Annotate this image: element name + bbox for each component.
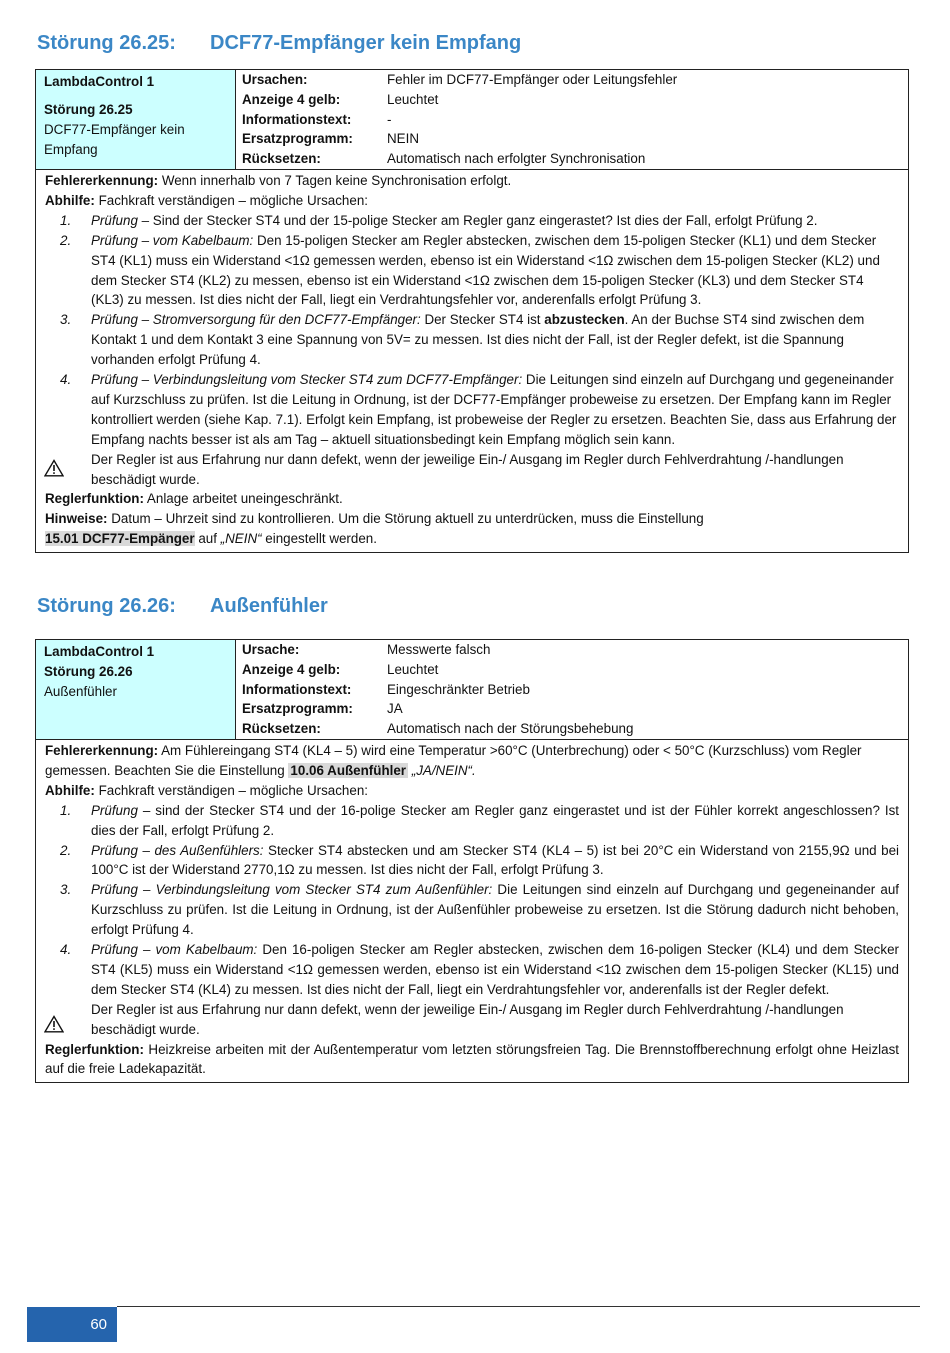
step-title: Prüfung – Stromversorgung für den DCF77-Empfänger: (91, 312, 421, 328)
warning-text: Der Regler ist aus Erfahrung nur dann defekt, wenn der jeweilige Ein-/ Ausgang im Regler durch Fehlverdrahtung /-handlungen beschädigt wurde. (91, 1001, 844, 1037)
field-value: Eingeschränkter Betrieb (387, 681, 530, 697)
fault-id-cell (36, 640, 236, 739)
detection-paragraph (45, 741, 899, 781)
fault-code: Störung 26.26 (44, 664, 133, 679)
field-row (242, 699, 902, 719)
controller-function (45, 1040, 899, 1080)
field-row (242, 129, 902, 149)
step-title: Prüfung – vom Kabelbaum: (91, 232, 254, 248)
section-heading-26-25 (37, 32, 521, 55)
detection-label: Fehlererkennung: (45, 172, 159, 188)
field-value: Automatisch nach erfolgter Synchronisation (387, 151, 646, 167)
warning-note (45, 450, 899, 490)
remedy-paragraph (45, 191, 899, 211)
step-number: 3. (60, 882, 72, 898)
warning-text: Der Regler ist aus Erfahrung nur dann defekt, wenn der jeweilige Ein-/ Ausgang im Regler durch Fehlverdrahtung /-handlungen beschädigt wurde. (91, 451, 844, 487)
check-step (45, 880, 899, 940)
step-title: Prüfung – Verbindungsleitung vom Stecker ST4 zum DCF77-Empfänger: (91, 372, 523, 388)
hint-label: Hinweise: (45, 511, 108, 527)
hint-text: auf (194, 531, 221, 547)
detection-paragraph (45, 171, 899, 191)
step-title: Prüfung – vom Kabelbaum: (91, 942, 258, 958)
setting-value: „NEIN“ (220, 531, 262, 547)
step-text: Die Leitungen sind einzeln auf Durchgang und gegeneinander auf Kurzschluss zu prüfen. Ist die Leitung in Ordnung, ist der DCF77-Empfänger probeweise zu ersetzen. Der Empfang kann im Regler kontrolliert werden (siehe Kap. 7.1). Erfolgt kein Empfang, ist probeweise der Regler zu ersetzen. Beachten Sie, dass aus Erfahrung der Empfang nachts besser ist als am Tag – aktuell situationsbedingt kein Empfang möglich sein kann. (91, 372, 897, 447)
field-label: Ursache: (242, 642, 300, 657)
setting-reference: 10.06 Außenfühler (290, 762, 407, 778)
step-title: Prüfung (91, 802, 138, 818)
step-text: Der Stecker ST4 ist (420, 312, 545, 328)
function-text: Anlage arbeitet uneingeschränkt. (143, 491, 343, 507)
field-label: Informationstext: (242, 111, 352, 127)
step-text: Den 16-poligen Stecker am Regler abstecken, zwischen dem 16-poligen Stecker (KL4) und dem Stecker ST4 (KL5) muss ein Widerstand <1Ω gemessen werden, ebenso ist ein Widerstand <1Ω zwischen dem 15-poligen Stecker (KL15) und dem Stecker ST4 (KL4) zu messen. Ist dies nicht der Fall, liegt ein Verdrahtungsfehler vor, anderenfalls ist der Regler defekt. (91, 942, 899, 997)
setting-reference: 15.01 DCF77-Empänger (45, 531, 195, 547)
field-row (242, 680, 902, 700)
check-step (45, 940, 899, 1000)
hint-paragraph (45, 509, 899, 549)
field-value: Fehler im DCF77-Empfänger oder Leitungsfehler (387, 72, 678, 87)
field-value: JA (387, 701, 403, 717)
detection-text: Wenn innerhalb von 7 Tagen keine Synchronisation erfolgt. (158, 172, 512, 188)
field-row (242, 660, 902, 680)
step-emphasis: abzustecken (544, 312, 625, 328)
fault-details (36, 740, 908, 1082)
fault-table-26-25 (35, 69, 909, 553)
section-heading-26-26 (37, 595, 328, 618)
field-label: Anzeige 4 gelb: (242, 661, 341, 677)
controller-function (45, 489, 899, 509)
detection-label: Fehlererkennung: (45, 742, 159, 758)
field-value: Leuchtet (387, 91, 439, 107)
field-label: Rücksetzen: (242, 721, 321, 737)
remedy-label: Abhilfe: (45, 782, 95, 798)
step-text: Den 15-poligen Stecker am Regler abstecken, zwischen dem 15-poligen Stecker (KL1) und dem Stecker ST4 (KL1) muss ein Widerstand <1Ω gemessen werden, ebenso ist ein Widerstand <1Ω zwischen dem 15-poligen Stecker (KL2) und dem Stecker ST4 (KL2) zu messen, ebenso ist ein Widerstand <1Ω zwischen dem 15-poligen Stecker (KL3) und dem Stecker ST4 (KL3) zu messen. Ist dies nicht der Fall, liegt ein Verdrahtungsfehler vor, anderenfalls erfolgt Prüfung 3. (91, 232, 880, 308)
step-text: . An der Buchse ST4 sind zwischen dem Kontakt 1 und dem Kontakt 3 eine Spannung von 5V= zu messen. Ist dies nicht der Fall, ist der Regler defekt, ist die Spannung vorhanden erfolgt Prüfung 4. (91, 312, 865, 368)
heading-number: Störung 26.25: (37, 32, 176, 54)
fault-table-26-26 (35, 639, 909, 1083)
field-value: NEIN (387, 131, 419, 147)
field-row (242, 149, 902, 169)
heading-title: DCF77-Empfänger kein Empfang (210, 32, 522, 54)
fault-code: Störung 26.25 (44, 102, 133, 117)
step-number: 2. (60, 232, 72, 248)
field-row (242, 110, 902, 130)
field-label: Ursachen: (242, 72, 308, 87)
step-title: Prüfung – Verbindungsleitung vom Stecker ST4 zum Außenfühler: (91, 882, 493, 898)
step-text: Die Leitungen sind einzeln auf Durchgang und gegeneinander auf Kurzschluss zu prüfen. Ist die Leitung in Ordnung, ist der Außenfühler probeweise zu ersetzen. Ist die Störung dadurch nicht behoben, erfolgt Prüfung 4. (91, 882, 899, 938)
check-steps (45, 801, 899, 1000)
field-label: Ersatzprogramm: (242, 701, 353, 717)
remedy-text: Fachkraft verständigen – mögliche Ursachen: (94, 192, 368, 208)
check-steps (45, 211, 899, 450)
function-label: Reglerfunktion: (45, 1041, 144, 1057)
heading-number: Störung 26.26: (37, 595, 176, 617)
step-number: 3. (60, 312, 72, 328)
step-number: 1. (60, 802, 72, 818)
remedy-text: Fachkraft verständigen – mögliche Ursachen: (94, 782, 368, 798)
function-label: Reglerfunktion: (45, 491, 144, 507)
fault-properties (236, 640, 908, 739)
check-step (45, 231, 899, 311)
remedy-paragraph (45, 781, 899, 801)
check-step (45, 841, 899, 881)
fault-header-row (36, 640, 908, 740)
page-number-box (27, 1307, 117, 1342)
field-value: Messwerte falsch (387, 642, 491, 657)
step-text: Sind der Stecker ST4 und der 15-polige Stecker am Regler ganz eingerastet? Ist dies der Fall, erfolgt Prüfung 2. (149, 212, 818, 228)
step-text: – sind der Stecker ST4 und der 16-polige Stecker am Regler ganz eingerastet und ist der Fühler korrekt angeschlossen? Ist dies der Fall, erfolgt Prüfung 2. (91, 802, 899, 838)
remedy-label: Abhilfe: (45, 192, 95, 208)
field-value: Leuchtet (387, 661, 439, 677)
fault-header-row (36, 70, 908, 170)
hint-text: Datum – Uhrzeit sind zu kontrollieren. Um die Störung aktuell zu unterdrücken, muss die Einstellung (107, 511, 704, 527)
field-label: Rücksetzen: (242, 151, 321, 167)
step-number: 1. (60, 212, 72, 228)
field-value: Automatisch nach der Störungsbehebung (387, 721, 634, 737)
field-value: - (387, 111, 392, 127)
fault-id-cell (36, 70, 236, 169)
field-label: Ersatzprogramm: (242, 131, 353, 147)
function-text: Heizkreise arbeiten mit der Außentemperatur vom letzten störungsfreien Tag. Die Brennstoffberechnung erfolgt ohne Heizlast auf die freie Ladekapazität. (45, 1041, 899, 1077)
field-label: Anzeige 4 gelb: (242, 91, 341, 107)
setting-value: „JA/NEIN“. (408, 762, 476, 778)
field-row (242, 719, 902, 739)
check-step (45, 211, 899, 231)
detection-text: Am Fühlereingang ST4 (KL4 – 5) wird eine Temperatur >60°C (Unterbrechung) oder < 50°C (Kurzschluss) vom Regler gemessen. Beachten Sie die Einstellung (45, 742, 862, 778)
hint-text: eingestellt werden. (261, 531, 377, 547)
fault-details (36, 170, 908, 552)
check-step (45, 801, 899, 841)
step-text: Stecker ST4 abstecken und am Stecker ST4 (KL4 – 5) ist bei 20°C ein Widerstand von 2155,9Ω und bei 100°C ist der Widerstand 2770,1Ω zu messen. Ist dies nicht der Fall, erfolgt Prüfung 3. (91, 842, 900, 878)
field-row (242, 70, 902, 90)
controller-name: LambdaControl 1 (44, 644, 155, 659)
fault-properties (236, 70, 908, 169)
step-number: 4. (60, 372, 72, 388)
field-row (242, 90, 902, 110)
field-label: Informationstext: (242, 681, 352, 697)
warning-triangle-icon (44, 459, 64, 477)
step-number: 2. (60, 842, 72, 858)
controller-name: LambdaControl 1 (44, 74, 155, 89)
warning-triangle-icon (44, 1015, 64, 1033)
check-step (45, 370, 899, 450)
field-row (242, 640, 902, 660)
step-number: 4. (60, 942, 72, 958)
heading-title: Außenfühler (210, 595, 328, 617)
step-title: Prüfung – (91, 212, 150, 228)
page-number: 60 (90, 1316, 107, 1333)
footer-divider (117, 1306, 920, 1307)
fault-name: DCF77-Empfänger kein Empfang (44, 122, 185, 157)
warning-note (45, 1000, 899, 1040)
check-step (45, 310, 899, 370)
step-title: Prüfung – des Außenfühlers: (91, 842, 264, 858)
fault-name: Außenfühler (44, 684, 117, 699)
